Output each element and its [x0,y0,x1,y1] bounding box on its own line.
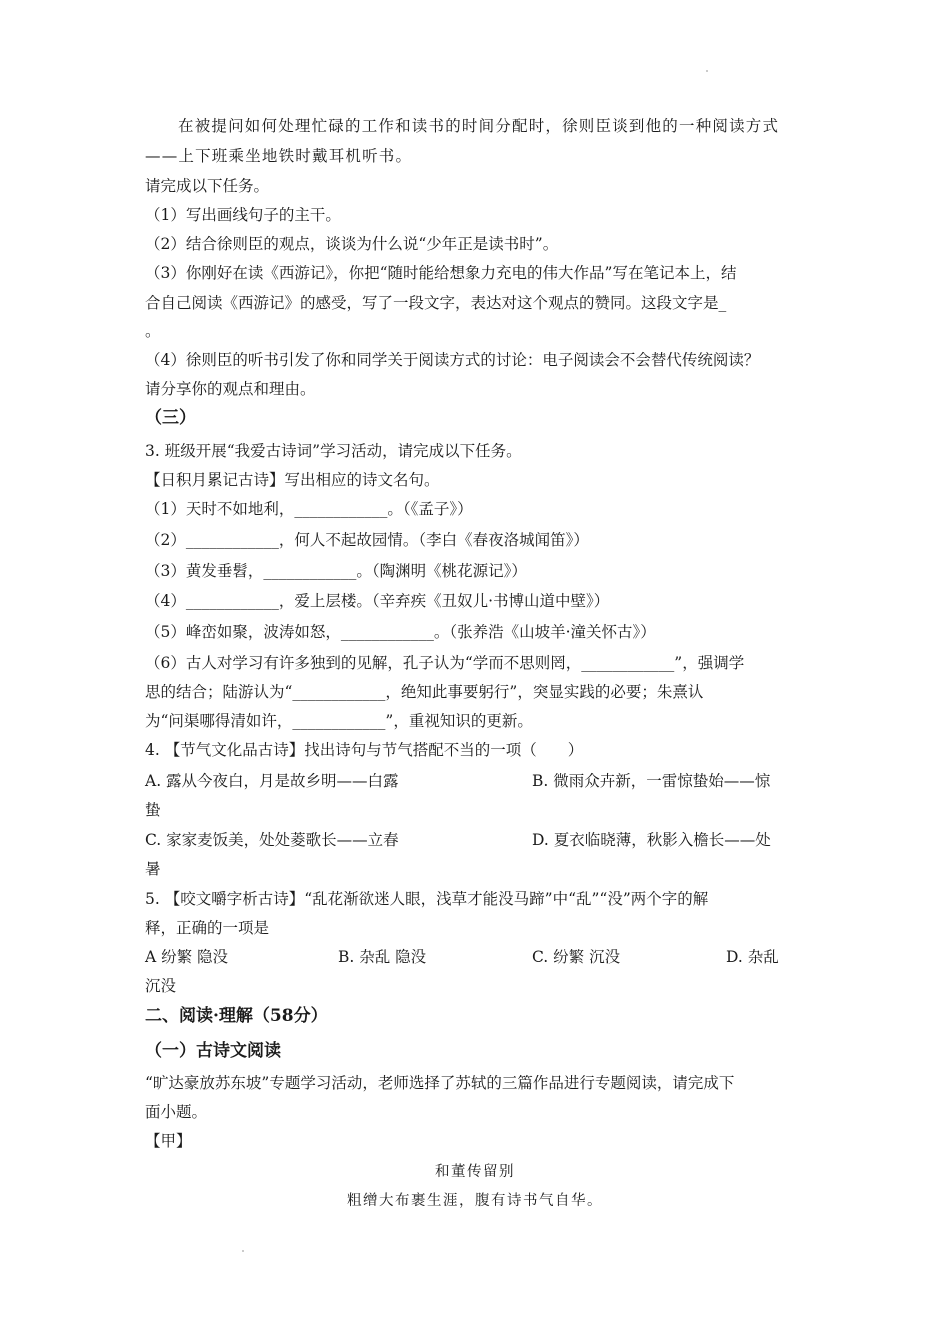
question-5-title-continued: 释，正确的一项是 [145,919,270,937]
question-3-title: 3. 班级开展“我爱古诗词”学习活动，请完成以下任务。 [145,442,522,460]
question-3-item: （2）____________，何人不起故园情。（李白《春夜洛城闻笛》） [145,531,589,549]
question-3-item: 思的结合；陆游认为“____________，绝知此事要躬行”，突显实践的必要；朱熹认 [145,683,704,701]
scan-speck [706,70,708,72]
task-item: （3）你刚好在读《西游记》，你把“随时能给想象力充电的伟大作品”写在笔记本上，结 [145,264,737,282]
reading-intro: “旷达豪放苏东坡”专题学习活动，老师选择了苏轼的三篇作品进行专题阅读，请完成下 [145,1074,735,1092]
question-4-option-a: A. 露从今夜白，月是故乡明——白露 [145,772,399,790]
question-3-item: （4）____________，爱上层楼。（辛弃疾《丑奴儿·书博山道中壁》） [145,592,610,610]
question-3-item: （1）天时不如地利，____________。（《孟子》） [145,500,473,518]
poem-line: 粗缯大布裹生涯，腹有诗书气自华。 [347,1193,603,1209]
task-item: 。 [145,322,161,340]
question-5-option-d: D. 杂乱 [726,948,779,966]
question-4-option-b: B. 微雨众卉新，一雷惊蛰始——惊 [532,772,771,790]
question-4-option-c: C. 家家麦饭美，处处菱歌长——立春 [145,831,399,849]
question-4-option-d: D. 夏衣临晓薄，秋影入檐长——处 [532,831,771,849]
poem-title: 和董传留别 [435,1164,515,1180]
question-3-item: （5）峰峦如聚，波涛如怒，____________。（张养浩《山坡羊·潼关怀古》） [145,623,656,641]
intro-paragraph: 在被提问如何处理忙碌的工作和读书的时间分配时，徐则臣谈到他的一种阅读方式 [178,117,780,135]
question-3-item: （6）古人对学习有许多独到的见解，孔子认为“学而不思则罔，____________”，强调学 [145,654,745,672]
question-5-option-c: C. 纷繁 沉没 [532,948,621,966]
question-5-option-a: A 纷繁 隐没 [145,948,229,966]
question-4-option-d-wrap: 暑 [145,860,161,878]
task-item: 合自己阅读《西游记》的感受，写了一段文字，表达对这个观点的赞同。这段文字是_ [145,294,727,312]
question-3-subtitle: 【日积月累记古诗】写出相应的诗文名句。 [145,471,440,489]
subsection-heading: （一）古诗文阅读 [145,1041,281,1061]
part-two-heading: 二、阅读·理解（58分） [145,1006,328,1026]
intro-paragraph-continued: ——上下班乘坐地铁时戴耳机听书。 [145,147,413,165]
question-4-option-b-wrap: 蛰 [145,801,161,819]
question-5-title: 5. 【咬文嚼字析古诗】“乱花渐欲迷人眼，浅草才能没马蹄”中“乱”“没”两个字的解 [145,890,709,908]
task-prompt: 请完成以下任务。 [145,177,270,195]
task-item: 请分享你的观点和理由。 [145,380,316,398]
passage-label: 【甲】 [145,1132,192,1150]
scan-speck [242,1250,244,1252]
task-item: （4）徐则臣的听书引发了你和同学关于阅读方式的讨论：电子阅读会不会替代传统阅读？ [145,351,760,369]
reading-intro-continued: 面小题。 [145,1103,208,1121]
question-5-option-d-wrap: 沉没 [145,977,177,995]
question-5-option-b: B. 杂乱 隐没 [338,948,427,966]
question-3-item: 为“问渠哪得清如许，____________”，重视知识的更新。 [145,712,533,730]
section-heading: （三） [145,408,196,428]
task-item: （2）结合徐则臣的观点，谈谈为什么说“少年正是读书时”。 [145,235,559,253]
task-item: （1）写出画线句子的主干。 [145,206,341,224]
question-4-title: 4. 【节气文化品古诗】找出诗句与节气搭配不当的一项（ ） [145,741,584,759]
question-3-item: （3）黄发垂髫，____________。（陶渊明《桃花源记》） [145,562,527,580]
